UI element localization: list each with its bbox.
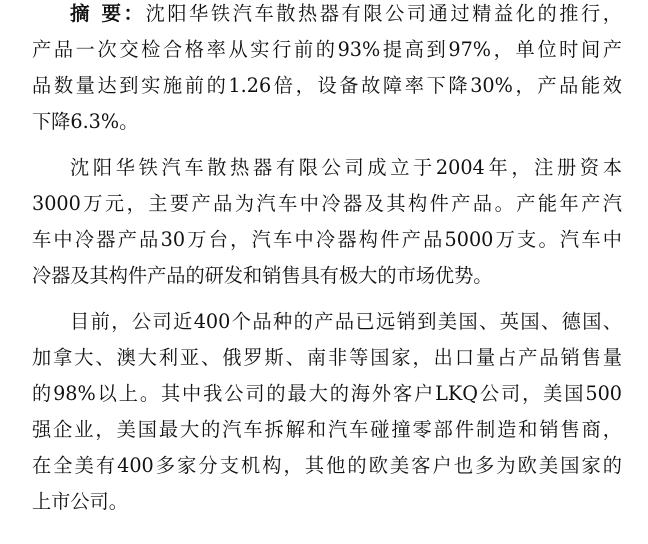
paragraph-2-line-5: 在全美有400多家分支机构，其他的欧美客户也多为欧美国家的 bbox=[32, 454, 622, 477]
abstract-text: 沈阳华铁汽车散热器有限公司通过精益化的推行， bbox=[145, 2, 622, 25]
paragraph-2-line-2: 加拿大、澳大利亚、俄罗斯、南非等国家，出口量占产品销售量 bbox=[32, 346, 622, 369]
paragraph-2-line-6: 上市公司。 bbox=[32, 490, 128, 513]
paragraph-2-line-1: 目前，公司近400个品种的产品已远销到美国、英国、德国、 bbox=[70, 310, 622, 333]
abstract-line-1 bbox=[70, 0, 622, 32]
paragraph-1-line-3: 车中冷器产品30万台，汽车中冷器构件产品5000万支。汽车中 bbox=[32, 228, 622, 251]
paragraph-1-line-2: 3000万元，主要产品为汽车中冷器及其构件产品。产能年产汽 bbox=[32, 192, 622, 215]
abstract-line-2: 产品一次交检合格率从实行前的93%提高到97%，单位时间产 bbox=[32, 38, 622, 61]
paragraph-1-line-1: 沈阳华铁汽车散热器有限公司成立于2004年，注册资本 bbox=[70, 156, 622, 179]
abstract-line-4: 下降6.3%。 bbox=[32, 110, 139, 133]
abstract-label: 摘 要： bbox=[70, 2, 146, 25]
paragraph-2-line-4: 强企业，美国最大的汽车拆解和汽车碰撞零部件制造和销售商， bbox=[32, 418, 622, 441]
paragraph-1-line-4: 冷器及其构件产品的研发和销售具有极大的市场优势。 bbox=[32, 264, 493, 287]
abstract-line-3: 品数量达到实施前的1.26倍，设备故障率下降30%，产品能效 bbox=[32, 74, 622, 97]
paragraph-2-line-3: 的98%以上。其中我公司的最大的海外客户LKQ公司，美国500 bbox=[32, 382, 622, 405]
